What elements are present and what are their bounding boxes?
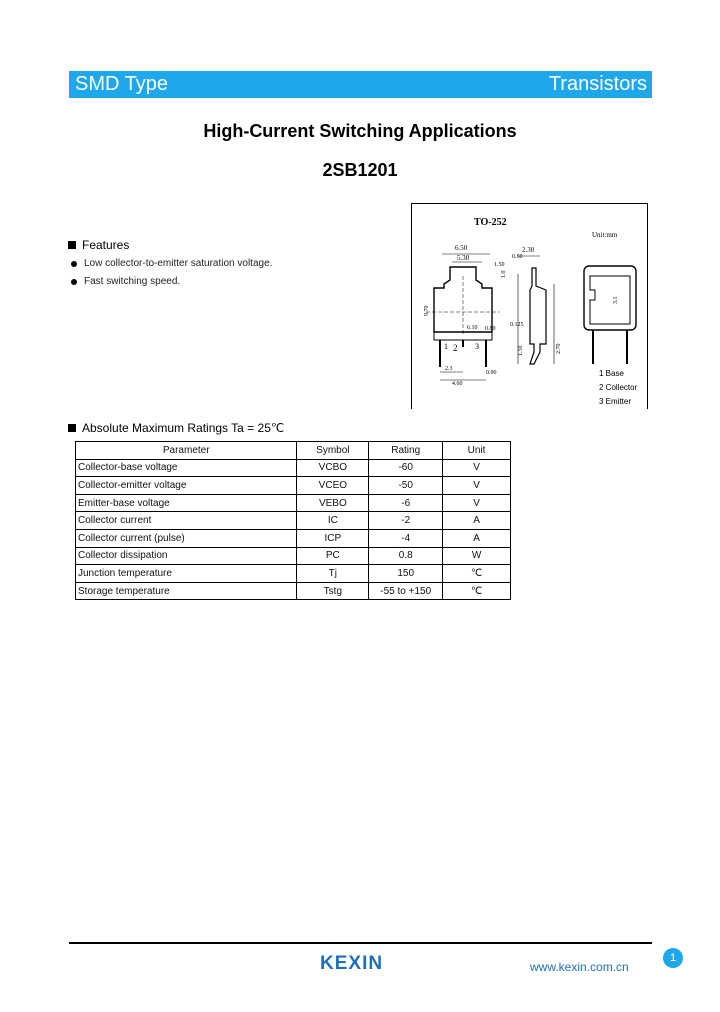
feature-item: [71, 258, 272, 269]
table-cell: Collector-emitter voltage: [76, 477, 297, 495]
dim-text: 2.30: [522, 246, 535, 254]
table-cell: ICP: [297, 529, 369, 547]
document-title: High-Current Switching Applications: [203, 121, 517, 141]
table-row: [76, 565, 511, 583]
table-cell: 150: [369, 565, 443, 583]
dim-text: 0.50: [512, 254, 523, 260]
table-cell: PC: [297, 547, 369, 565]
footer-divider: [69, 942, 652, 944]
table-row: [76, 477, 511, 495]
dim-text: 6.50: [455, 244, 468, 252]
table-cell: V: [443, 477, 511, 495]
table-cell: Collector current (pulse): [76, 529, 297, 547]
column-header: Rating: [369, 442, 443, 460]
table-cell: 0.8: [369, 547, 443, 565]
unit-label: Unit:mm: [592, 231, 618, 239]
table-cell: Collector dissipation: [76, 547, 297, 565]
table-cell: -50: [369, 477, 443, 495]
bullet-icon: [71, 261, 77, 267]
table-cell: Storage temperature: [76, 582, 297, 600]
features-heading: [68, 238, 129, 252]
column-header: Symbol: [297, 442, 369, 460]
table-cell: -2: [369, 512, 443, 530]
package-name: TO-252: [474, 217, 507, 228]
feature-item: [71, 276, 180, 287]
dim-text: 5.30: [457, 254, 470, 262]
column-header: Unit: [443, 442, 511, 460]
page-number-badge: 1: [663, 948, 683, 968]
feature-text: Low collector-to-emitter saturation voltage.: [84, 258, 273, 269]
features-heading-text: Features: [82, 238, 130, 252]
dim-text: 1.50: [518, 345, 524, 356]
table-row: [76, 459, 511, 477]
square-bullet-icon: [68, 424, 76, 432]
dim-text: 2.70: [556, 343, 562, 354]
dim-text: 6.10: [467, 325, 478, 331]
table-cell: VEBO: [297, 494, 369, 512]
table-cell: IC: [297, 512, 369, 530]
dim-text: 2.3: [445, 366, 453, 372]
table-cell: V: [443, 459, 511, 477]
table-cell: W: [443, 547, 511, 565]
table-cell: -55 to +150: [369, 582, 443, 600]
pin-label: 3 Emitter: [599, 397, 632, 406]
dim-text: 9.70: [424, 305, 430, 316]
table-cell: Emitter-base voltage: [76, 494, 297, 512]
feature-text: Fast switching speed.: [84, 276, 181, 287]
website-link[interactable]: www.kexin.com.cn: [530, 960, 629, 974]
table-cell: Junction temperature: [76, 565, 297, 583]
column-header: Parameter: [76, 442, 297, 460]
dim-text: 1.50: [494, 262, 505, 268]
header-category: SMD Type: [75, 73, 168, 95]
table-cell: A: [443, 512, 511, 530]
dim-text: 0.80: [485, 326, 496, 332]
table-row: [76, 529, 511, 547]
pin-label: 1 Base: [599, 369, 624, 378]
table-cell: A: [443, 529, 511, 547]
table-cell: -4: [369, 529, 443, 547]
table-cell: -6: [369, 494, 443, 512]
dim-text: 0.90: [486, 370, 497, 376]
svg-text:3: 3: [475, 342, 479, 351]
ratings-heading: [68, 421, 284, 435]
ratings-heading-text: Absolute Maximum Ratings Ta = 25℃: [82, 421, 285, 435]
dim-text: 1.0: [501, 270, 507, 278]
part-number: 2SB1201: [322, 160, 398, 180]
square-bullet-icon: [68, 241, 76, 249]
dim-text: 4.60: [452, 381, 463, 387]
table-row: [76, 582, 511, 600]
table-row: [76, 512, 511, 530]
dim-text: 0.125: [510, 322, 524, 328]
table-cell: ℃: [443, 565, 511, 583]
table-header-row: [76, 442, 511, 460]
table-row: [76, 547, 511, 565]
table-cell: Tj: [297, 565, 369, 583]
table-cell: Collector current: [76, 512, 297, 530]
svg-text:2: 2: [453, 343, 458, 353]
table-cell: V: [443, 494, 511, 512]
ratings-table: [75, 441, 511, 600]
table-cell: VCEO: [297, 477, 369, 495]
table-cell: -60: [369, 459, 443, 477]
table-cell: ℃: [443, 582, 511, 600]
table-row: [76, 494, 511, 512]
svg-text:1: 1: [444, 342, 448, 351]
dim-text: 3.1: [613, 296, 619, 304]
package-drawing: [411, 203, 648, 409]
header-product-type: Transistors: [548, 73, 647, 95]
pin-label: 2 Collector: [599, 383, 638, 392]
table-cell: VCBO: [297, 459, 369, 477]
table-cell: Collector-base voltage: [76, 459, 297, 477]
header-bar: [69, 71, 652, 98]
kexin-logo: KEXIN: [320, 953, 384, 974]
bullet-icon: [71, 279, 77, 285]
table-cell: Tstg: [297, 582, 369, 600]
